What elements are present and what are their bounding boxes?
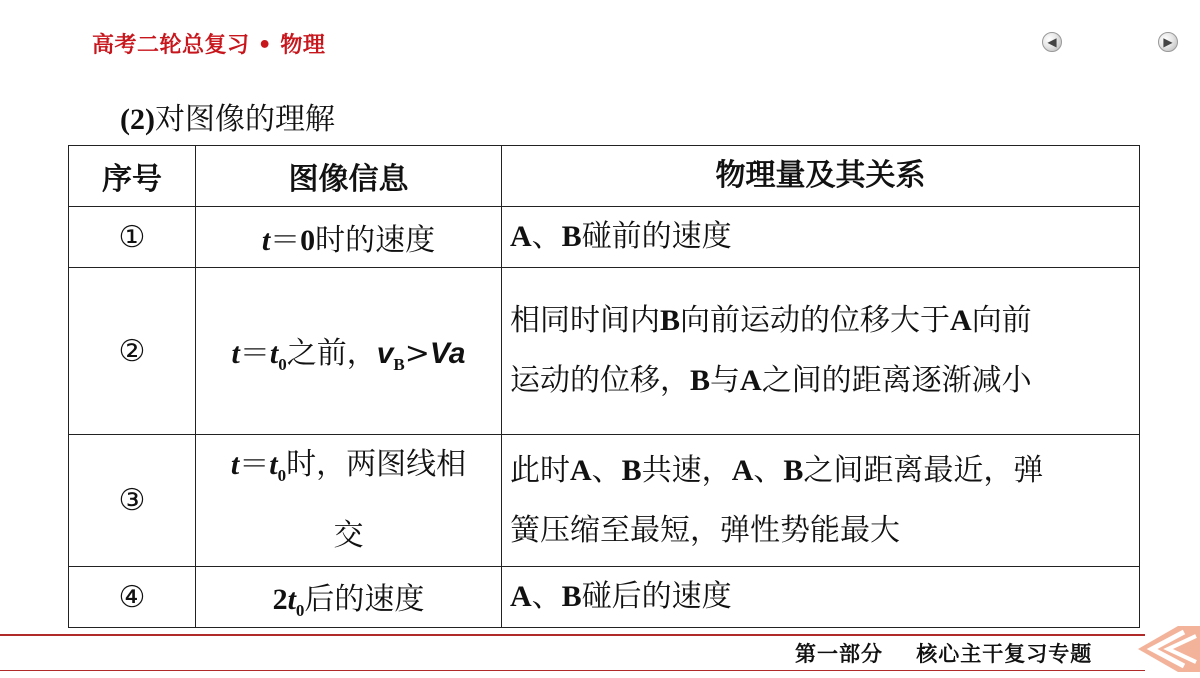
footer-divider-bottom <box>0 670 1145 671</box>
footer-divider <box>0 634 1145 636</box>
info-table <box>68 145 1140 628</box>
row-info: $t=t_0$时，两图线相 交 <box>196 435 502 567</box>
arrow-right-icon[interactable]: ▶ <box>1158 32 1178 52</box>
double-chevron-left-icon[interactable] <box>1138 624 1200 678</box>
header-relation: 物理量及其关系 <box>502 146 1140 207</box>
table-header-row <box>69 146 1140 207</box>
row-index: ① <box>69 207 196 268</box>
arrow-left-icon[interactable]: ◀ <box>1042 32 1062 52</box>
header-index: 序号 <box>69 146 196 207</box>
table-row <box>69 268 1140 435</box>
header-graph-info: 图像信息 <box>196 146 502 207</box>
table-row <box>69 435 1140 567</box>
footer-text: 第一部分 核心主干复习专题 <box>795 642 1093 666</box>
section-text: 对图像的理解 <box>154 102 335 137</box>
section-title <box>120 94 335 138</box>
row-index: ② <box>69 268 196 435</box>
header-title: 高考二轮总复习 • 物理 <box>92 33 326 58</box>
row-info: $t=t_0$之前，$v_B>Va$ <box>196 268 502 435</box>
row-relation: 相同时间内B向前运动的位移大于A向前 运动的位移，B与A之间的距离逐渐减小 <box>502 268 1140 435</box>
row-index: ④ <box>69 567 196 628</box>
row-relation: 此时A、B共速，A、B之间距离最近，弹 簧压缩至最短，弹性势能最大 <box>502 435 1140 567</box>
row-info: $2t_0$后的速度 <box>196 567 502 628</box>
section-number: (2) <box>120 103 155 136</box>
row-relation: A、B碰后的速度 <box>502 567 1140 628</box>
table-row <box>69 567 1140 628</box>
row-index: ③ <box>69 435 196 567</box>
row-info: t＝0时的速度 <box>196 207 502 268</box>
table-row <box>69 207 1140 268</box>
row-relation: A、B碰前的速度 <box>502 207 1140 268</box>
